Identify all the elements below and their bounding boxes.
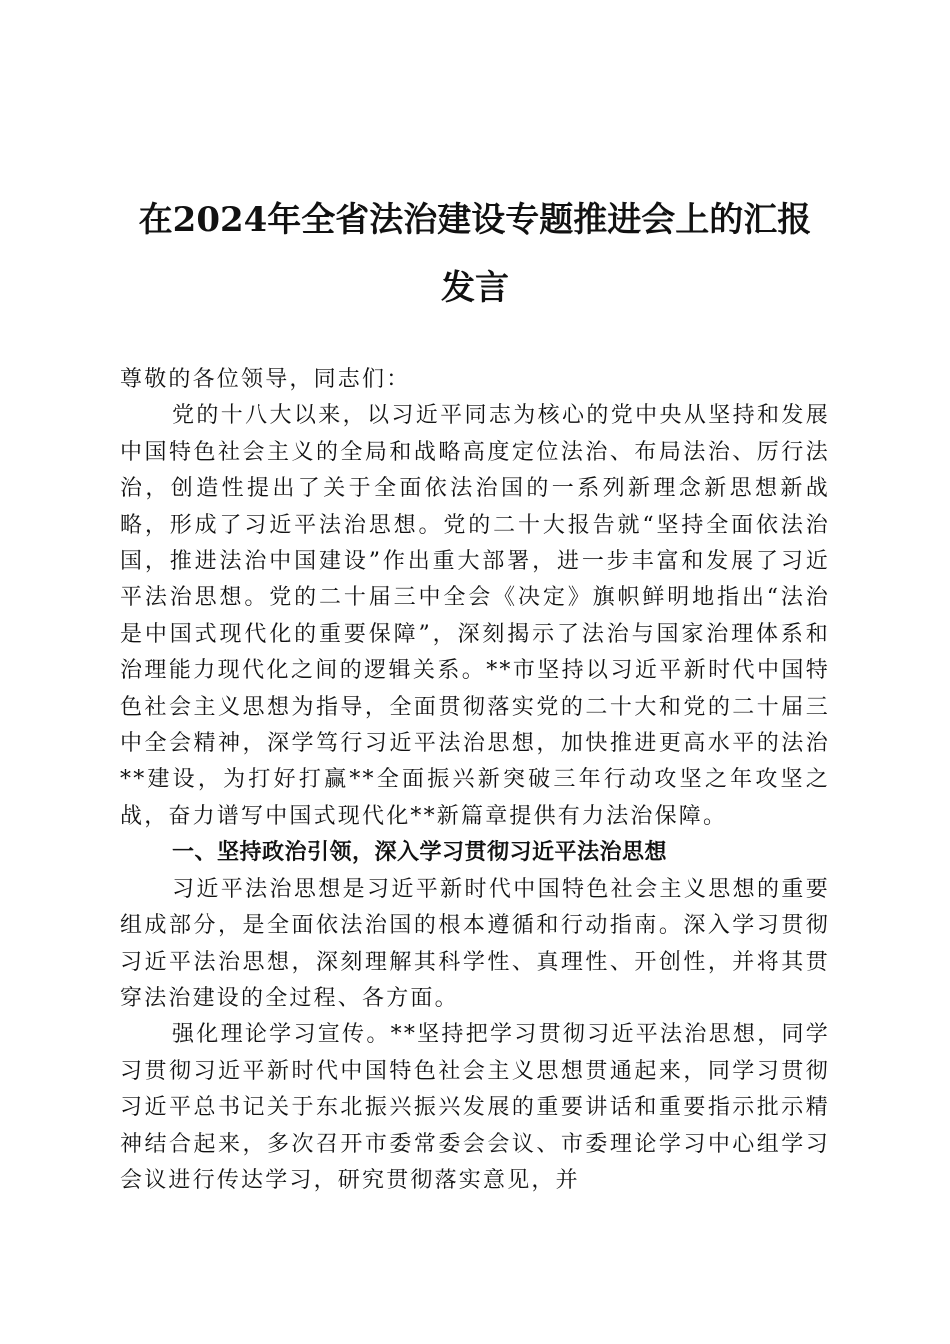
- section-1-heading: 一、坚持政治引领，深入学习贯彻习近平法治思想: [172, 840, 668, 866]
- section-1-paragraph-2: 强化理论学习宣传。**坚持把学习贯彻习近平法治思想，同学习贯彻习近平新时代中国特色社会主义思想贯通起来，同学习贯彻习近平总书记关于东北振兴振兴发展的重要讲话和重要指示批示精神结合起来，多次召开市委常委会会议、市委理论学习中心组学习会议进行传达学习，研究贯彻落实意见，并: [120, 1022, 830, 1193]
- salutation: 尊敬的各位领导，同志们：: [120, 367, 411, 392]
- document-body: [120, 362, 830, 1199]
- section-1-paragraph-1: 习近平法治思想是习近平新时代中国特色社会主义思想的重要组成部分，是全面依法治国的根本遵循和行动指南。深入学习贯彻习近平法治思想，深刻理解其科学性、真理性、开创性，并将其贯穿法治建设的全过程、各方面。: [120, 876, 830, 1011]
- document-title-line-2: 发言: [441, 268, 509, 308]
- intro-paragraph: 党的十八大以来，以习近平同志为核心的党中央从坚持和发展中国特色社会主义的全局和战略高度定位法治、布局法治、厉行法治，创造性提出了关于全面依法治国的一系列新理念新思想新战略，形成了习近平法治思想。党的二十大报告就“坚持全面依法治国，推进法治中国建设”作出重大部署，进一步丰富和发展了习近平法治思想。党的二十届三中全会《决定》旗帜鲜明地指出“法治是中国式现代化的重要保障”，深刻揭示了法治与国家治理体系和治理能力现代化之间的逻辑关系。**市坚持以习近平新时代中国特色社会主义思想为指导，全面贯彻落实党的二十大和党的二十届三中全会精神，深学笃行习近平法治思想，加快推进更高水平的法治**建设，为打好打赢**全面振兴新突破三年行动攻坚之年攻坚之战，奋力谱写中国式现代化**新篇章提供有力法治保障。: [120, 403, 830, 829]
- document-title-line-1: 在2024年全省法治建设专题推进会上的汇报: [138, 200, 812, 240]
